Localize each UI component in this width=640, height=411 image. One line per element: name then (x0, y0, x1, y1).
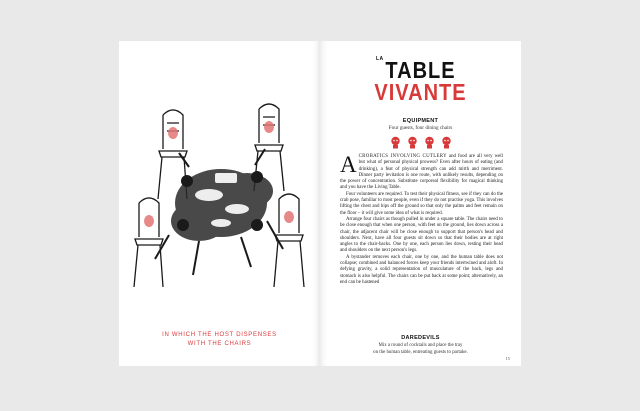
left-page (119, 41, 320, 366)
title-main: TABLE (385, 58, 456, 84)
guest-icons (320, 136, 521, 149)
daredevils-line-1: Mix a round of cocktails and place the tray (378, 343, 463, 348)
daredevils-line-2: on the human table, entreating guests to partake. (373, 349, 468, 355)
guest-icon (424, 136, 435, 149)
title-accent: VIVANTE (374, 80, 467, 106)
daredevils-heading: DAREDEVILS (401, 335, 440, 341)
drop-cap: A (340, 152, 357, 177)
title-article: LA (376, 56, 384, 62)
paragraph-2: Four volunteers are required. To test their physical fitness, see if they can do the crab pose, familiar to most people, even if they do not practise yoga. This involves lifting the chest and hips off the ground so that only the palms and feet remain on the floor – it will give some idea of what is required. (340, 191, 503, 216)
caption-line-2: WITH THE CHAIRS (187, 341, 252, 347)
paragraph-3: Arrange four chairs as though pulled in under a square table. The chairs need to be close enough that when one person, with feet on the ground, lies down across a chair, the adjacent chair will be close enough to support that person's head and shoulders. Next, have all four guests sit down so that their bodies are at right angles to the chair-backs. One by one, each person lies down, resting their head and shoulders on the next person's legs. (340, 216, 503, 254)
chapter-title (320, 56, 521, 104)
paragraph-1 (340, 154, 503, 192)
illustration-caption (119, 331, 320, 349)
guest-icon (390, 136, 401, 149)
paragraph-4: A bystander removes each chair, one by one, and the human table does not collapse; combined and balanced forces keep your friends intertwined and aloft. In defying gravity, a solid representation of musculature of the back, legs and stomach is also helpful. The chairs can be put back at some point; alternatively, an end can be hastened (340, 254, 503, 285)
lead-in: CROBATICS INVOLVING CUTLERY (358, 154, 447, 159)
daredevils-text (320, 343, 521, 356)
paragraph-1-text: and food are all very well but what of personal physical prowess? Even after hours of eating (and drinking), a feat of physical strength can add mirth and merriment. Dinner party levitation is one route, with unlikely results, depending on the power of concentration. Substitute corporeal flexibility for magical thinking and you have the Living Table. (340, 154, 503, 191)
equipment-text: Four guests, four dining chairs (388, 125, 453, 131)
guest-icon (441, 136, 452, 149)
body-text (340, 154, 503, 286)
equipment-heading: EQUIPMENT (402, 118, 439, 124)
caption-line-1: IN WHICH THE HOST DISPENSES (162, 332, 277, 338)
chairs-illustration (129, 103, 310, 289)
page-number: 15 (505, 356, 510, 361)
guest-icon (407, 136, 418, 149)
right-page (320, 41, 521, 366)
